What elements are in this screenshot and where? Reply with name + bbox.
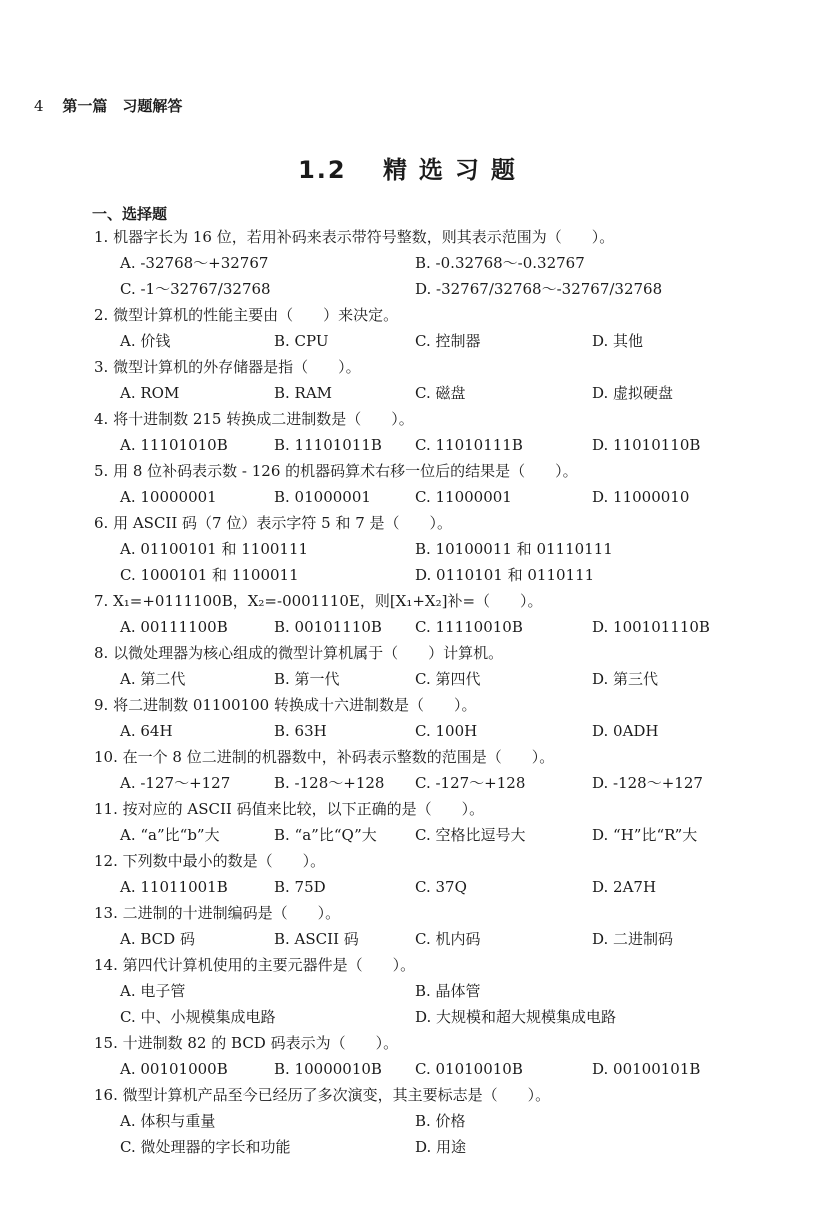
option-row (0, 614, 825, 640)
option-a: A. 10000001 (120, 488, 217, 506)
question-stem: 11. 按对应的 ASCII 码值来比较，以下正确的是（ ）。 (94, 800, 485, 818)
option-c: C. 01010010B (415, 1060, 523, 1078)
option-c: C. 控制器 (415, 332, 481, 350)
option-b: B. 63H (274, 722, 327, 740)
question-item (0, 900, 825, 952)
option-b: B. “a”比“Q”大 (274, 826, 377, 844)
question-item (0, 952, 825, 1030)
option-c: C. 空格比逗号大 (415, 826, 526, 844)
option-row (0, 1056, 825, 1082)
option-a: A. 00101000B (120, 1060, 228, 1078)
option-b: B. 01000001 (274, 488, 371, 506)
option-row (0, 1108, 825, 1134)
option-a: A. 11101010B (120, 436, 228, 454)
option-c: C. 中、小规模集成电路 (120, 1008, 276, 1026)
option-b: B. -0.32768～-0.32767 (415, 254, 585, 272)
option-b: B. 75D (274, 878, 326, 896)
option-a: A. 体积与重量 (120, 1112, 216, 1130)
option-row (0, 926, 825, 952)
section-title (0, 150, 825, 185)
option-b: B. 价格 (415, 1112, 466, 1130)
option-d: D. 11000010 (592, 488, 690, 506)
question-item (0, 1082, 825, 1160)
option-d: D. 其他 (592, 332, 644, 350)
question-item (0, 302, 825, 354)
option-b: B. 00101110B (274, 618, 382, 636)
option-d: D. 2A7H (592, 878, 657, 896)
question-list (0, 224, 825, 1160)
option-c: C. 37Q (415, 878, 467, 896)
question-item (0, 588, 825, 640)
option-d: D. 100101110B (592, 618, 710, 636)
question-item (0, 510, 825, 588)
option-c: C. 100H (415, 722, 478, 740)
option-row (0, 250, 825, 276)
question-item (0, 640, 825, 692)
question-item (0, 406, 825, 458)
question-item (0, 692, 825, 744)
question-item (0, 1030, 825, 1082)
option-row (0, 328, 825, 354)
question-stem: 13. 二进制的十进制编码是（ ）。 (94, 904, 341, 922)
option-row (0, 276, 825, 302)
option-d: D. “H”比“R”大 (592, 826, 698, 844)
question-stem: 2. 微型计算机的性能主要由（ ）来决定。 (94, 306, 399, 324)
option-d: D. 00100101B (592, 1060, 701, 1078)
section-label: 第一篇 习题解答 (62, 97, 183, 115)
option-b: B. 11101011B (274, 436, 382, 454)
option-a: A. 价钱 (120, 332, 171, 350)
option-c: C. -127～+128 (415, 774, 526, 792)
question-item (0, 224, 825, 302)
question-stem: 7. X₁=+0111100B，X₂=-0001110E，则[X₁+X₂]补=（ ）。 (94, 592, 543, 610)
option-a: A. 64H (120, 722, 173, 740)
option-c: C. 机内码 (415, 930, 481, 948)
question-item (0, 796, 825, 848)
question-stem: 6. 用 ASCII 码（7 位）表示字符 5 和 7 是（ ）。 (94, 514, 453, 532)
question-stem: 16. 微型计算机产品至今已经历了多次演变，其主要标志是（ ）。 (94, 1086, 551, 1104)
option-d: D. 11010110B (592, 436, 701, 454)
option-d: D. 0110101 和 0110111 (415, 566, 595, 584)
option-c: C. 磁盘 (415, 384, 466, 402)
option-a: A. 电子管 (120, 982, 186, 1000)
option-c: C. 11110010B (415, 618, 523, 636)
option-b: B. 第一代 (274, 670, 340, 688)
option-c: C. -1～32767/32768 (120, 280, 271, 298)
option-a: A. 00111100B (120, 618, 228, 636)
question-item (0, 744, 825, 796)
option-b: B. 10000010B (274, 1060, 382, 1078)
option-b: B. RAM (274, 384, 333, 402)
question-stem: 8. 以微处理器为核心组成的微型计算机属于（ ）计算机。 (94, 644, 504, 662)
option-a: A. 第二代 (120, 670, 186, 688)
option-c: C. 第四代 (415, 670, 481, 688)
option-b: B. -128～+128 (274, 774, 385, 792)
option-row (0, 562, 825, 588)
option-c: C. 1000101 和 1100011 (120, 566, 299, 584)
question-stem: 15. 十进制数 82 的 BCD 码表示为（ ）。 (94, 1034, 399, 1052)
option-b: B. CPU (274, 332, 329, 350)
option-row (0, 822, 825, 848)
option-a: A. BCD 码 (120, 930, 195, 948)
section-title-text: 精选习题 (382, 156, 527, 184)
option-d: D. -32767/32768～-32767/32768 (415, 280, 663, 298)
option-b: B. 10100011 和 01110111 (415, 540, 613, 558)
option-c: C. 11000001 (415, 488, 512, 506)
question-stem: 5. 用 8 位补码表示数 - 126 的机器码算术右移一位后的结果是（ ）。 (94, 462, 578, 480)
option-a: A. -127～+127 (120, 774, 231, 792)
option-d: D. 大规模和超大规模集成电路 (415, 1008, 617, 1026)
question-stem: 3. 微型计算机的外存储器是指（ ）。 (94, 358, 361, 376)
question-stem: 4. 将十进制数 215 转换成二进制数是（ ）。 (94, 410, 414, 428)
option-row (0, 770, 825, 796)
section-number: 1.2 (298, 156, 347, 184)
question-stem: 9. 将二进制数 01100100 转换成十六进制数是（ ）。 (94, 696, 477, 714)
option-a: A. 11011001B (120, 878, 228, 896)
option-c: C. 11010111B (415, 436, 523, 454)
option-row (0, 874, 825, 900)
option-row (0, 432, 825, 458)
option-row (0, 1134, 825, 1160)
question-item (0, 848, 825, 900)
option-b: B. ASCII 码 (274, 930, 359, 948)
question-stem: 12. 下列数中最小的数是（ ）。 (94, 852, 326, 870)
option-row (0, 536, 825, 562)
option-a: A. -32768～+32767 (120, 254, 269, 272)
option-row (0, 978, 825, 1004)
question-stem: 14. 第四代计算机使用的主要元器件是（ ）。 (94, 956, 416, 974)
option-b: B. 晶体管 (415, 982, 481, 1000)
option-row (0, 380, 825, 406)
question-item (0, 458, 825, 510)
option-d: D. 用途 (415, 1138, 467, 1156)
option-row (0, 718, 825, 744)
part-heading: 一、选择题 (92, 205, 168, 223)
option-a: A. 01100101 和 1100111 (120, 540, 309, 558)
page-header (34, 95, 182, 116)
option-d: D. 第三代 (592, 670, 659, 688)
option-d: D. 0ADH (592, 722, 659, 740)
option-row (0, 666, 825, 692)
option-row (0, 1004, 825, 1030)
question-item (0, 354, 825, 406)
option-c: C. 微处理器的字长和功能 (120, 1138, 291, 1156)
option-a: A. “a”比“b”大 (120, 826, 220, 844)
option-a: A. ROM (120, 384, 180, 402)
question-stem: 1. 机器字长为 16 位，若用补码来表示带符号整数，则其表示范围为（ ）。 (94, 228, 615, 246)
option-d: D. -128～+127 (592, 774, 703, 792)
option-d: D. 二进制码 (592, 930, 674, 948)
page-number: 4 (34, 97, 44, 115)
option-d: D. 虚拟硬盘 (592, 384, 674, 402)
question-stem: 10. 在一个 8 位二进制的机器数中，补码表示整数的范围是（ ）。 (94, 748, 555, 766)
option-row (0, 484, 825, 510)
